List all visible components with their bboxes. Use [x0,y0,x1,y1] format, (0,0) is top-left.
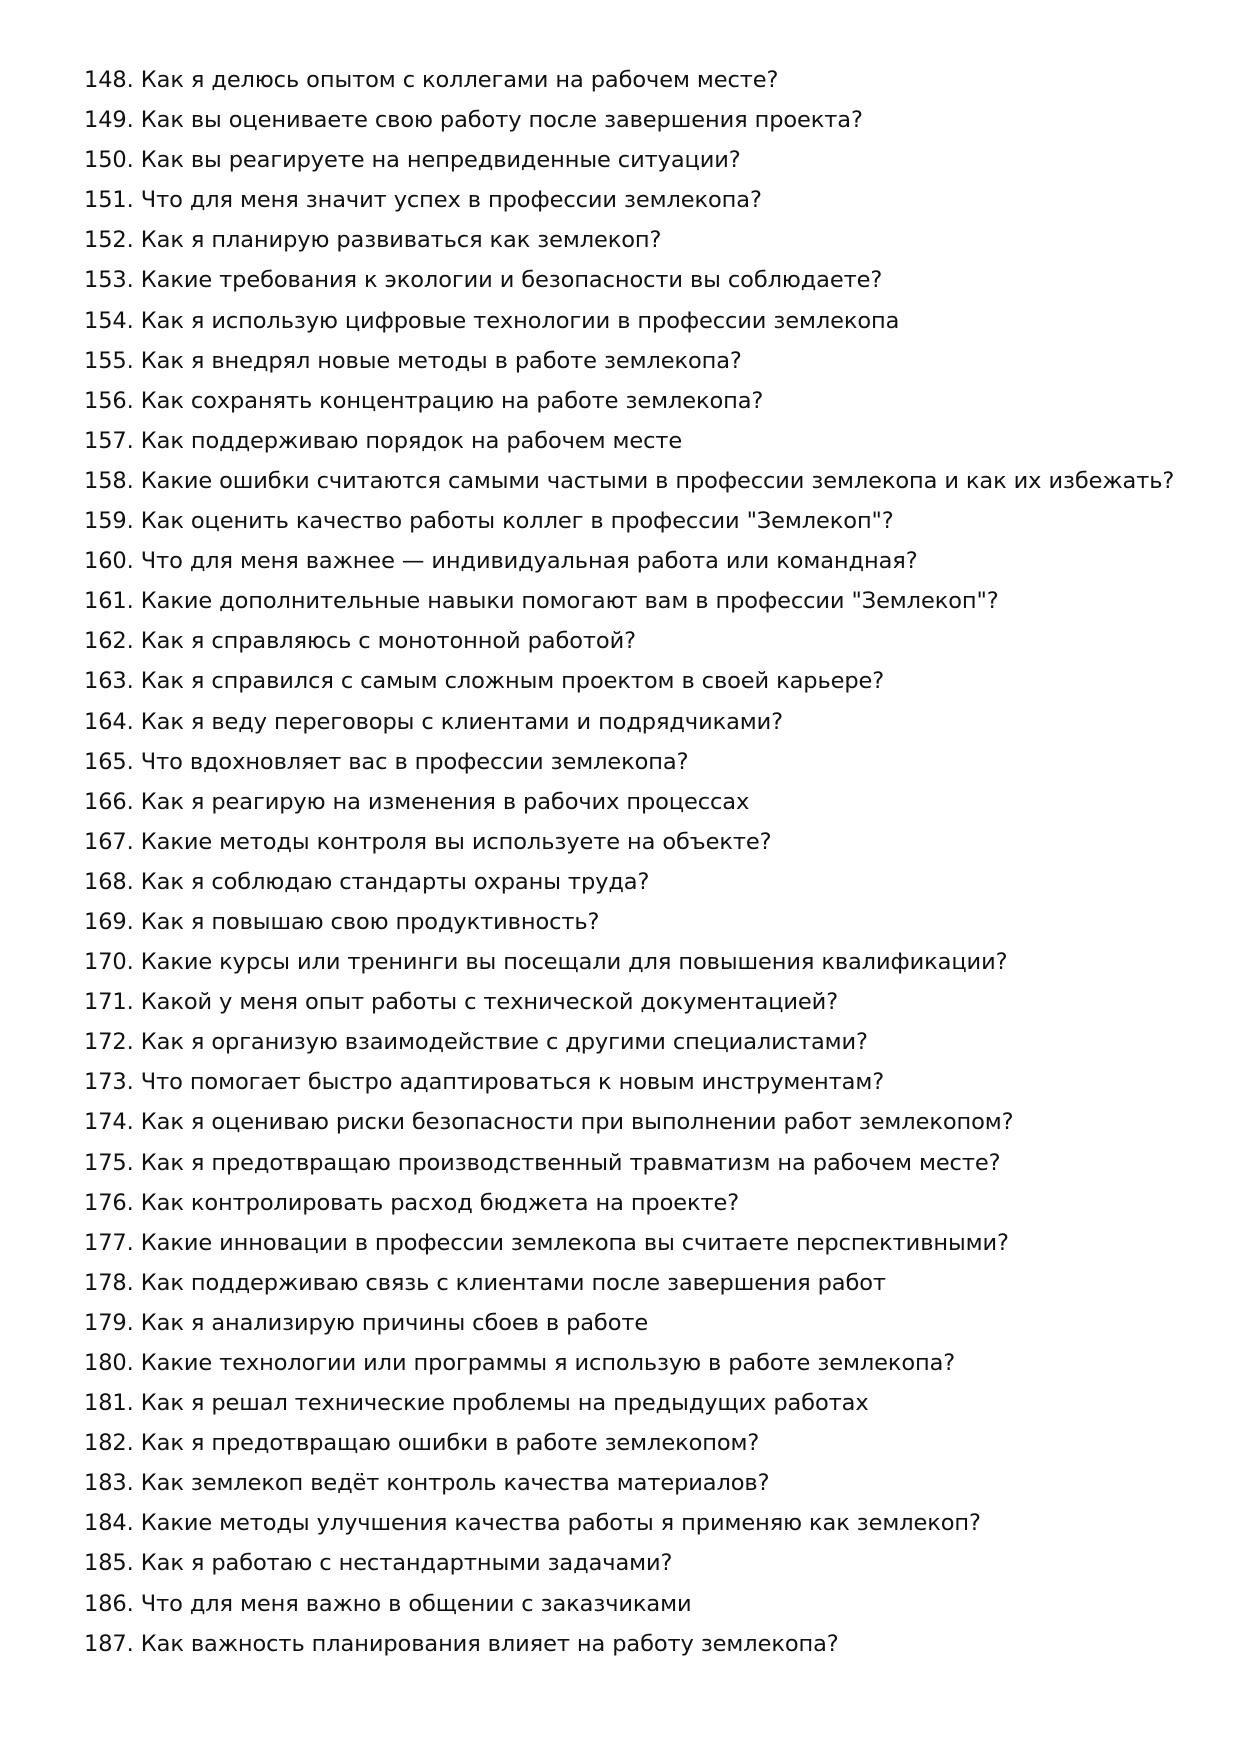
question-item [84,180,1184,220]
question-item [84,260,1184,300]
question-text: Как я справляюсь с монотонной работой? [140,628,636,655]
question-text: Что для меня важнее — индивидуальная работа или командная? [140,548,918,575]
question-item [84,1183,1184,1223]
question-text: Как я повышаю свою продуктивность? [140,908,600,935]
question-item [84,621,1184,661]
question-item [84,1223,1184,1263]
question-number: 182 . [84,1430,141,1456]
question-item [84,702,1184,742]
question-item [84,982,1184,1022]
question-item [84,1463,1184,1503]
question-item [84,501,1184,541]
question-item [84,1143,1184,1183]
question-number: 154 . [84,308,141,334]
question-text: Как оценить качество работы коллег в профессии "Землекоп"? [140,508,894,535]
question-item [84,381,1184,421]
question-number: 184 . [84,1510,141,1536]
question-text: Как я соблюдаю стандарты охраны труда? [140,868,650,895]
question-text: Какие дополнительные навыки помогают вам в профессии "Землекоп"? [140,588,999,615]
question-item [84,1584,1184,1624]
question-text: Как я предотвращаю производственный травматизм на рабочем месте? [140,1149,1001,1176]
question-item [84,60,1184,100]
question-text: Как я реагирую на изменения в рабочих процессах [140,788,750,815]
question-text: Что для меня важно в общении с заказчиками [140,1590,692,1617]
question-text: Какой у меня опыт работы с технической документацией? [140,989,839,1016]
question-list [84,60,1184,1664]
question-number: 158 . [84,468,141,494]
question-item [84,742,1184,782]
question-number: 162 . [84,628,141,654]
question-item [84,341,1184,381]
question-text: Как я решал технические проблемы на предыдущих работах [140,1390,869,1417]
question-item [84,1263,1184,1303]
question-item [84,140,1184,180]
question-text: Какие требования к экологии и безопасности вы соблюдаете? [140,267,883,294]
question-number: 181 . [84,1390,141,1416]
question-number: 156 . [84,388,141,414]
question-number: 177 . [84,1230,141,1256]
question-number: 178 . [84,1270,141,1296]
question-item [84,1383,1184,1423]
question-text: Какие курсы или тренинги вы посещали для повышения квалификации? [140,949,1008,976]
question-number: 186 . [84,1591,141,1617]
question-number: 180 . [84,1350,141,1376]
question-item [84,1423,1184,1463]
question-item [84,782,1184,822]
question-number: 149 . [84,107,141,133]
question-item [84,822,1184,862]
question-number: 165 . [84,749,141,775]
question-item [84,301,1184,341]
question-text: Что вдохновляет вас в профессии землекопа? [140,748,689,775]
question-text: Какие технологии или программы я использую в работе землекопа? [140,1350,956,1376]
question-number: 175 . [84,1150,141,1176]
question-text: Как я предотвращаю ошибки в работе землекопом? [140,1430,760,1457]
question-number: 163 . [84,668,141,694]
question-number: 148 . [84,67,141,93]
question-number: 168 . [84,869,141,895]
question-text: Как я работаю с нестандартными задачами? [140,1550,673,1577]
question-number: 152 . [84,227,141,253]
question-item [84,421,1184,461]
question-text: Как вы реагируете на непредвиденные ситуации? [140,147,741,174]
question-item [84,1624,1184,1664]
question-number: 167 . [84,829,141,855]
question-number: 155 . [84,348,141,374]
question-text: Какие методы контроля вы используете на объекте? [140,828,772,855]
question-number: 171 . [84,989,141,1015]
question-item [84,1303,1184,1343]
question-text: Что помогает быстро адаптироваться к новым инструментам? [140,1069,885,1096]
question-number: 179 . [84,1310,141,1336]
question-number: 166 . [84,789,141,815]
question-text: Какие инновации в профессии землекопа вы считаете перспективными? [140,1229,1009,1256]
question-text: Как важность планирования влияет на работу землекопа? [140,1630,839,1657]
question-text: Как я оцениваю риски безопасности при выполнении работ землекопом? [140,1109,1014,1136]
question-number: 187 . [84,1631,141,1657]
question-item [84,541,1184,581]
question-item [84,902,1184,942]
question-text: Как я делюсь опытом с коллегами на рабочем месте? [140,67,779,93]
question-text: Какие методы улучшения качества работы я применяю как землекоп? [140,1510,981,1537]
question-item [84,1543,1184,1583]
question-item [84,1343,1184,1383]
question-number: 170 . [84,949,141,975]
question-number: 169 . [84,909,141,935]
question-item [84,661,1184,701]
question-item [84,581,1184,621]
question-text: Как я планирую развиваться как землекоп? [140,227,662,254]
question-text: Как поддерживаю связь с клиентами после завершения работ [140,1269,886,1296]
question-number: 150 . [84,147,141,173]
question-item [84,1022,1184,1062]
question-text: Какие ошибки считаются самыми частыми в профессии землекопа и как их избежать? [140,467,1175,494]
question-text: Как я использую цифровые технологии в профессии землекопа [140,307,900,334]
question-text: Как контролировать расход бюджета на проекте? [140,1189,740,1216]
question-item [84,1102,1184,1142]
question-number: 164 . [84,709,141,735]
question-item [84,461,1184,501]
question-item [84,220,1184,260]
question-text: Как я организую взаимодействие с другими специалистами? [140,1029,868,1056]
question-number: 173 . [84,1069,141,1095]
question-number: 185 . [84,1550,141,1576]
question-number: 153 . [84,267,141,293]
question-text: Как сохранять концентрацию на работе землекопа? [140,387,764,414]
question-item [84,100,1184,140]
question-item [84,862,1184,902]
question-text: Как я анализирую причины сбоев в работе [140,1309,649,1336]
question-number: 172 . [84,1029,141,1055]
question-item [84,1062,1184,1102]
question-number: 161 . [84,588,141,614]
question-number: 159 . [84,508,141,534]
question-text: Как я внедрял новые методы в работе землекопа? [140,347,742,374]
question-number: 176 . [84,1190,141,1216]
question-text: Как я справился с самым сложным проектом в своей карьере? [140,668,885,695]
question-number: 183 . [84,1470,141,1496]
question-text: Как я веду переговоры с клиентами и подрядчиками? [140,708,784,735]
question-text: Как поддерживаю порядок на рабочем месте [140,427,683,454]
question-text: Что для меня значит успех в профессии землекопа? [140,187,762,214]
question-text: Как землекоп ведёт контроль качества материалов? [140,1470,770,1497]
question-item [84,942,1184,982]
question-number: 160 . [84,548,141,574]
question-number: 157 . [84,428,141,454]
question-item [84,1503,1184,1543]
question-text: Как вы оцениваете свою работу после завершения проекта? [140,107,863,134]
question-number: 174 . [84,1109,141,1135]
question-number: 151 . [84,187,141,213]
